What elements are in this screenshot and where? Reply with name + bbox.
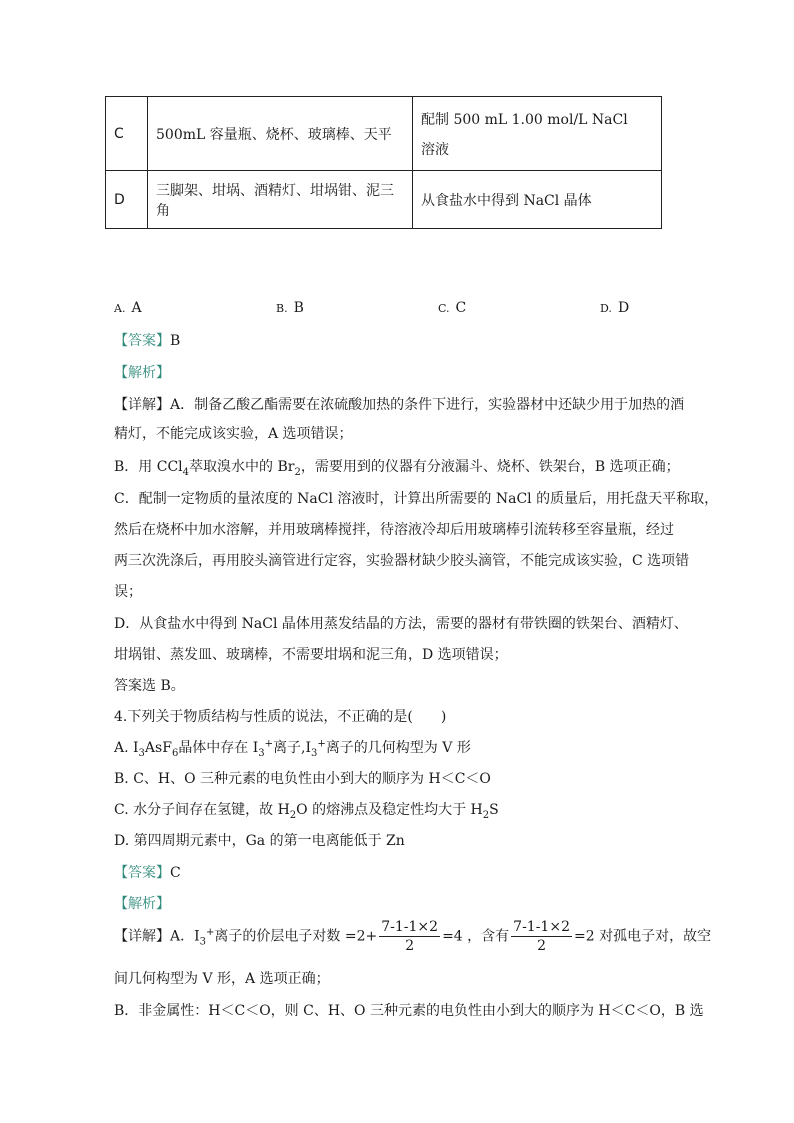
answer-value: B <box>170 333 181 349</box>
detail-tag: 【详解】 <box>114 397 170 413</box>
text-run: A. I <box>114 740 139 756</box>
option-b: B. C、H、O 三种元素的电负性由小到大的顺序为 H＜C＜O <box>114 771 491 787</box>
text-run: 离子,I <box>273 740 312 756</box>
fraction <box>511 918 572 955</box>
text-run: C. 水分子间存在氢键，故 H <box>114 802 290 818</box>
text-run: A．I <box>170 928 200 945</box>
subscript: 3 <box>258 747 265 759</box>
subscript: 3 <box>199 936 207 948</box>
subscript: 6 <box>171 747 179 759</box>
text-run: ，需要用到的仪器有分液漏斗、烧杯、铁架台，B 选项正确； <box>300 459 680 475</box>
answer-line <box>114 862 181 882</box>
experiment-line: 配制 500 mL 1.00 mol/L NaCl <box>421 111 628 128</box>
experiment-cell: 从食盐水中得到 NaCl 晶体 <box>413 171 662 229</box>
apparatus-cell: 500mL 容量瓶、烧杯、玻璃棒、天平 <box>148 97 413 171</box>
answer-tag: 【答案】 <box>114 333 170 349</box>
detail-text: 坩埚钳、蒸发皿、玻璃棒，不需要坩埚和泥三角，D 选项错误； <box>114 647 508 663</box>
detail-text: B．非金属性：H＜C＜O，则 C、H、O 三种元素的电负性由小到大的顺序为 H＜C＜O，B 选 <box>114 1003 704 1019</box>
option-a <box>114 737 471 759</box>
option-cell: C <box>106 97 148 171</box>
option-c <box>114 799 499 821</box>
fraction-numerator: 7-1-1×2 <box>381 919 439 935</box>
choice-c <box>438 300 466 316</box>
option-d: D. 第四周期元素中，Ga 的第一电离能低于 Zn <box>114 833 405 849</box>
choice-a <box>114 300 142 316</box>
text-run: S <box>489 802 499 818</box>
choice-value: B <box>293 300 304 316</box>
detail-text: A．制备乙酸乙酯需要在浓硫酸加热的条件下进行，实验器材中还缺少用于加热的酒 <box>170 397 685 413</box>
text-run: 离子的价层电子对数 =2+ <box>214 928 378 945</box>
text-run: O 的熔沸点及稳定性均大于 H <box>296 802 483 818</box>
detail-text: 间几何构型为 V 形，A 选项正确； <box>114 971 330 987</box>
text-run: AsF <box>144 740 172 756</box>
subscript: 3 <box>311 747 318 759</box>
subscript: 3 <box>138 747 145 759</box>
fraction-denominator: 2 <box>405 938 415 954</box>
table-row <box>106 97 662 171</box>
conclusion: 答案选 B。 <box>114 678 185 694</box>
experiment-line: 溶液 <box>421 141 449 158</box>
question-stem: 4.下列关于物质结构与性质的说法，不正确的是( ) <box>114 709 447 725</box>
choice-key: A. <box>114 302 126 315</box>
superscript: + <box>206 926 215 938</box>
option-cell: D <box>106 171 148 229</box>
fraction-denominator: 2 <box>537 938 547 954</box>
choice-b <box>276 300 304 316</box>
text-run: =4 ，含有 <box>442 928 510 945</box>
choice-value: D <box>617 300 630 316</box>
choice-key: B. <box>276 302 288 315</box>
subscript: 2 <box>289 809 297 821</box>
text-run: 萃取溴水中的 Br <box>189 459 295 475</box>
experiment-cell <box>413 97 662 171</box>
detail-line <box>114 918 711 955</box>
choice-value: A <box>131 300 142 316</box>
detail-tag: 【详解】 <box>114 928 170 945</box>
text-run: 晶体中存在 I <box>178 740 259 756</box>
fraction <box>379 918 440 955</box>
subscript: 2 <box>294 466 301 478</box>
fraction-numerator: 7-1-1×2 <box>513 919 570 935</box>
text-run: B．用 CCl <box>114 459 183 475</box>
detail-line <box>114 394 684 414</box>
analysis-tag: 【解析】 <box>114 365 170 381</box>
detail-text: 两三次洗涤后，再用胶头滴管进行定容，实验器材缺少胶头滴管，不能完成该实验，C 选项错 <box>114 553 690 569</box>
superscript: + <box>264 738 274 750</box>
choice-key: D. <box>600 302 612 315</box>
answer-tag: 【答案】 <box>114 865 170 881</box>
detail-text: 精灯，不能完成该实验，A 选项错误； <box>114 426 353 442</box>
choice-d <box>600 300 629 316</box>
answer-line <box>114 330 180 350</box>
detail-text: 然后在烧杯中加水溶解，并用玻璃棒搅拌，待溶液冷却后用玻璃棒引流转移至容量瓶，经过 <box>114 522 674 538</box>
superscript: + <box>317 738 326 750</box>
apparatus-cell: 三脚架、坩埚、酒精灯、坩埚钳、泥三角 <box>148 171 413 229</box>
answer-value: C <box>170 865 181 881</box>
choice-value: C <box>455 300 467 316</box>
text-run: 离子的几何构型为 V 形 <box>325 740 471 756</box>
text-run: =2 对孤电子对，故空 <box>573 928 712 945</box>
detail-text: D．从食盐水中得到 NaCl 晶体用蒸发结晶的方法，需要的器材有带铁圈的铁架台、酒精灯、 <box>114 616 688 632</box>
choice-key: C. <box>438 302 450 315</box>
detail-line <box>114 456 680 478</box>
subscript: 4 <box>182 466 190 478</box>
detail-text: 误； <box>114 584 142 600</box>
subscript: 2 <box>482 809 490 821</box>
analysis-tag: 【解析】 <box>114 896 170 912</box>
table-row <box>106 171 662 229</box>
apparatus-table <box>105 96 662 229</box>
detail-text: C．配制一定物质的量浓度的 NaCl 溶液时，计算出所需要的 NaCl 的质量后，用托盘天平称取， <box>114 491 719 507</box>
